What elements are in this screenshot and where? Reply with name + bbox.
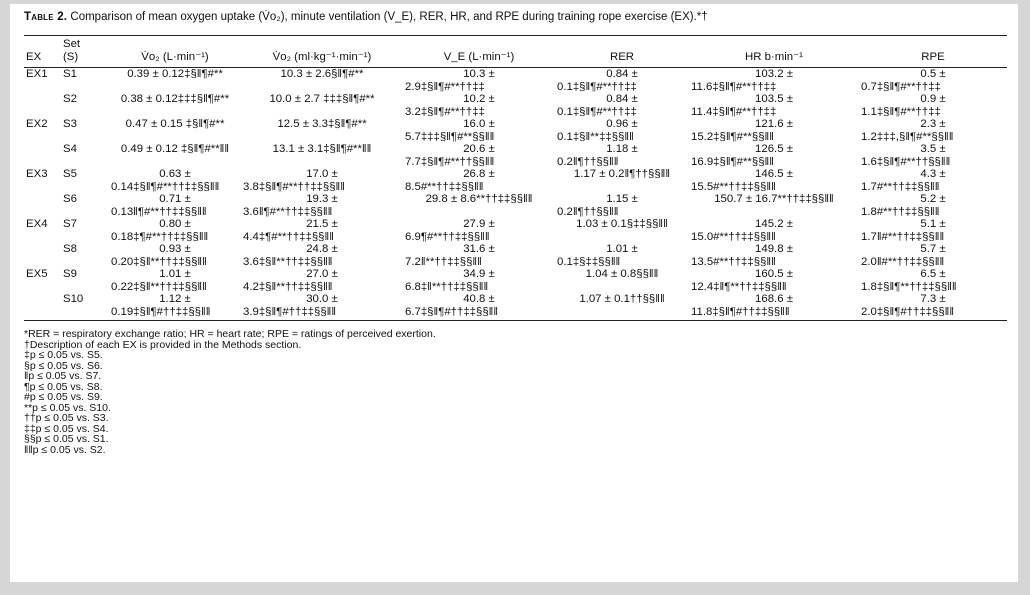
cell-value-line1: 21.5 ± [306, 218, 338, 230]
cell-value-line1: 12.5 ± 3.3‡§‖¶#** [277, 118, 367, 130]
cell-value-line2 [111, 106, 239, 119]
cell-value-line2: 15.2‡§‖¶#**§§‖‖ [691, 130, 774, 143]
cell-rer [555, 193, 689, 218]
col-header-rer: RER [555, 36, 689, 68]
footnote: *RER = respiratory exchange ratio; HR = heart rate; RPE = ratings of perceived exertion. [24, 328, 436, 340]
cell-vo2-rel [241, 168, 403, 193]
cell-ve [403, 193, 555, 218]
cell-value-line2: 11.6‡§‖¶#**††‡‡ [691, 80, 777, 93]
cell-value-line2: 11.4‡§‖¶#**††‡‡ [691, 105, 777, 118]
cell-value-line2 [243, 131, 401, 144]
cell-value-line2: 13.5#**††‡‡§§‖‖ [691, 255, 776, 268]
table-row [24, 168, 1007, 193]
cell-value-line1: 0.84 ± [606, 93, 638, 105]
cell-ve [403, 218, 555, 243]
cell-value-line1: 1.01 ± [606, 243, 638, 255]
cell-ex [24, 243, 61, 268]
cell-set: S7 [63, 218, 77, 230]
table-row [24, 293, 1007, 321]
cell-vo2-rel [241, 193, 403, 218]
cell-value-line1: 0.49 ± 0.12 ‡§‖¶#**‖‖ [120, 143, 230, 155]
table-row [24, 143, 1007, 168]
col-header-vo2-abs: V̇o₂ (L·min⁻¹) [109, 36, 241, 68]
cell-value-line2: 0.1‡§‖**‡‡§§‖‖ [557, 130, 634, 143]
cell-value-line2 [691, 206, 857, 219]
cell-value-line1: 2.3 ± [920, 118, 946, 130]
cell-ex [24, 93, 61, 118]
cell-value-line2: 1.6‡§‖¶#**††§§‖‖ [861, 155, 951, 168]
cell-ex [24, 293, 61, 321]
cell-ve [403, 268, 555, 293]
cell-ex: EX2 [26, 118, 48, 130]
cell-value-line2: 0.20‡§‖**††‡‡§§‖‖ [111, 255, 207, 268]
cell-value-line2: 3.6‖¶#**††‡‡§§‖‖ [243, 205, 333, 218]
cell-rpe [859, 243, 1007, 268]
cell-rpe [859, 268, 1007, 293]
cell-ex: EX3 [26, 168, 48, 180]
cell-value-line2: 1.8‡§‖¶**††‡‡§§‖‖ [861, 280, 957, 293]
cell-value-line1: 1.01 ± [159, 268, 191, 280]
cell-rpe [859, 93, 1007, 118]
cell-value-line1: 160.5 ± [755, 268, 793, 280]
cell-value-line2: 6.8‡‖**††‡‡§§‖‖ [405, 280, 489, 293]
cell-value-line2: 0.19‡§‖¶#††‡‡§§‖‖ [111, 305, 211, 318]
cell-value-line2 [243, 156, 401, 169]
cell-value-line1: 0.96 ± [606, 118, 638, 130]
cell-value-line2: 6.9¶#**††‡‡§§‖‖ [405, 230, 490, 243]
table-row [24, 68, 1007, 94]
cell-value-line1: 0.5 ± [920, 68, 946, 80]
cell-vo2-abs [109, 218, 241, 243]
cell-value-line2: 6.7‡§‖¶#††‡‡§§‖‖ [405, 305, 499, 318]
cell-value-line2: 3.9‡§‖¶#††‡‡§§‖‖ [243, 305, 337, 318]
cell-value-line1: 103.5 ± [755, 93, 793, 105]
cell-ve [403, 168, 555, 193]
cell-value-line1: 34.9 ± [463, 268, 495, 280]
cell-set: S2 [63, 93, 77, 105]
cell-value-line2: 7.2‖**††‡‡§§‖‖ [405, 255, 482, 268]
cell-set: S1 [63, 68, 77, 80]
footnote: ‡‡p ≤ 0.05 vs. S4. [24, 422, 109, 435]
cell-ex [24, 143, 61, 168]
cell-ex: EX4 [26, 218, 48, 230]
cell-ex [24, 193, 61, 218]
cell-value-line2: 16.9‡§‖¶#**§§‖‖ [691, 155, 774, 168]
cell-hr [689, 93, 859, 118]
cell-value-line2: 3.2‡§‖¶#**††‡‡ [405, 105, 485, 118]
footnote: †Description of each EX is provided in the Methods section. [24, 338, 302, 351]
cell-vo2-abs [109, 143, 241, 168]
table-row [24, 118, 1007, 143]
cell-rpe [859, 118, 1007, 143]
cell-value-line2: 4.2‡§‖**††‡‡§§‖‖ [243, 280, 333, 293]
cell-value-line1: 13.1 ± 3.1‡§‖¶#**‖‖ [272, 143, 372, 155]
cell-value-line2: 15.5#**††‡‡§§‖‖ [691, 180, 776, 193]
cell-value-line1: 145.2 ± [755, 218, 793, 230]
cell-value-line2: 12.4‡‖¶**††‡‡§§‖‖ [691, 280, 787, 293]
cell-value-line2: 1.1‡§‖¶#**††‡‡ [861, 105, 941, 118]
cell-value-line1: 20.6 ± [463, 143, 495, 155]
cell-value-line2 [557, 281, 687, 294]
cell-vo2-abs [109, 93, 241, 118]
cell-hr [689, 268, 859, 293]
cell-hr [689, 68, 859, 94]
cell-value-line2: 5.7‡‡‡§‖¶#**§§‖‖ [405, 130, 495, 143]
table-row [24, 268, 1007, 293]
cell-rpe [859, 168, 1007, 193]
cell-value-line1: 16.0 ± [463, 118, 495, 130]
cell-value-line1: 0.38 ± 0.12‡‡‡§‖¶#** [120, 93, 230, 105]
table-label: Table 2. [24, 11, 68, 23]
cell-value-line1: 150.7 ± 16.7**††‡‡§§‖‖ [714, 193, 834, 205]
cell-value-line2: 1.8#**††‡‡§§‖‖ [861, 205, 940, 218]
cell-value-line2 [557, 181, 687, 194]
cell-rer [555, 218, 689, 243]
cell-value-line2: 1.2‡‡‡,§‖¶#**§§‖‖ [861, 130, 954, 143]
footnote: **p ≤ 0.05 vs. S10. [24, 401, 111, 414]
cell-value-line2: 0.18‡¶#**††‡‡§§‖‖ [111, 230, 209, 243]
cell-value-line1: 0.71 ± [159, 193, 191, 205]
cell-value-line2 [111, 156, 239, 169]
footnote: ‖‖p ≤ 0.05 vs. S2. [24, 443, 106, 456]
cell-hr [689, 143, 859, 168]
cell-value-line2 [557, 231, 687, 244]
cell-vo2-rel [241, 268, 403, 293]
cell-value-line2: 0.1‡§‖¶#**††‡‡ [557, 80, 637, 93]
cell-rer [555, 143, 689, 168]
col-header-ve: V_E (L·min⁻¹) [403, 36, 555, 68]
cell-value-line2: 4.4‡¶#**††‡‡§§‖‖ [243, 230, 334, 243]
cell-vo2-rel [241, 143, 403, 168]
cell-value-line1: 27.9 ± [463, 218, 495, 230]
col-header-rpe: RPE [859, 36, 1007, 68]
table-row [24, 193, 1007, 218]
cell-value-line1: 1.04 ± 0.8§§‖‖ [585, 268, 659, 280]
cell-hr [689, 168, 859, 193]
cell-value-line2: 0.2‖¶††§§‖‖ [557, 155, 619, 168]
cell-value-line1: 5.1 ± [920, 218, 946, 230]
cell-value-line1: 3.5 ± [920, 143, 946, 155]
cell-set: S10 [61, 293, 109, 321]
cell-value-line2: 0.2‖¶††§§‖‖ [557, 205, 619, 218]
cell-vo2-rel [241, 243, 403, 268]
cell-rpe [859, 293, 1007, 321]
col-header-ex: EX [24, 36, 61, 68]
cell-value-line2 [111, 131, 239, 144]
cell-vo2-abs [109, 243, 241, 268]
cell-set: S6 [63, 193, 77, 205]
cell-vo2-rel [241, 68, 403, 94]
cell-value-line2: 11.8‡§‖¶#††‡‡§§‖‖ [691, 305, 790, 318]
cell-value-line1: 29.8 ± 8.6**††‡‡§§‖‖ [425, 193, 533, 205]
footnote: ‖p ≤ 0.05 vs. S7. [24, 370, 102, 382]
cell-value-line2 [243, 106, 401, 119]
cell-ex: EX1 [26, 68, 48, 80]
cell-value-line2: 0.22‡§‖**††‡‡§§‖‖ [111, 280, 207, 293]
cell-rpe [859, 218, 1007, 243]
cell-value-line1: 30.0 ± [306, 293, 338, 305]
cell-value-line2: 0.1‡§‡‡§§‖‖ [557, 255, 621, 268]
cell-value-line1: 31.6 ± [463, 243, 495, 255]
cell-value-line1: 10.3 ± [463, 68, 495, 80]
cell-vo2-abs [109, 293, 241, 321]
cell-ve [403, 93, 555, 118]
cell-value-line2: 0.7‡§‖¶#**††‡‡ [861, 80, 941, 93]
cell-value-line2: 3.8‡§‖¶#**††‡‡§§‖‖ [243, 180, 345, 193]
cell-vo2-rel [241, 93, 403, 118]
cell-value-line1: 6.5 ± [920, 268, 946, 280]
cell-vo2-abs [109, 193, 241, 218]
cell-hr [689, 193, 859, 218]
cell-value-line2: 3.6‡§‖**††‡‡§§‖‖ [243, 255, 333, 268]
cell-value-line1: 27.0 ± [306, 268, 338, 280]
cell-value-line2: 2.9‡§‖¶#**††‡‡ [405, 80, 485, 93]
cell-vo2-abs [109, 118, 241, 143]
footnote: ¶p ≤ 0.05 vs. S8. [24, 380, 103, 393]
cell-rer [555, 68, 689, 94]
footnote: §p ≤ 0.05 vs. S6. [24, 359, 103, 372]
cell-value-line2: 1.7‖#**††‡‡§§‖‖ [861, 230, 945, 243]
cell-set: S5 [63, 168, 77, 180]
cell-value-line1: 1.17 ± 0.2‖¶††§§‖‖ [573, 168, 671, 180]
cell-set: S4 [63, 143, 77, 155]
cell-value-line2: 7.7‡§‖¶#**††§§‖‖ [405, 155, 495, 168]
cell-value-line1: 40.8 ± [463, 293, 495, 305]
caption-text: Comparison of mean oxygen uptake (V̇o₂), minute ventilation (V_E), RER, HR, and RPE during training rope exercise (EX).*† [70, 11, 708, 23]
table-header-row [24, 36, 1007, 68]
cell-hr [689, 293, 859, 321]
cell-value-line2: 2.0‡§‖¶#††‡‡§§‖‖ [861, 305, 955, 318]
cell-value-line1: 1.07 ± 0.1††§§‖‖ [579, 293, 665, 305]
cell-hr [689, 118, 859, 143]
cell-value-line2: 1.7#**††‡‡§§‖‖ [861, 180, 940, 193]
cell-vo2-abs [109, 168, 241, 193]
cell-value-line1: 0.47 ± 0.15 ‡§‖¶#** [125, 118, 225, 130]
cell-value-line1: 0.9 ± [920, 93, 946, 105]
cell-value-line1: 1.18 ± [606, 143, 638, 155]
cell-ex: EX5 [26, 268, 48, 280]
cell-value-line1: 24.8 ± [306, 243, 338, 255]
cell-ve [403, 118, 555, 143]
footnote: #p ≤ 0.05 vs. S9. [24, 391, 103, 403]
cell-vo2-abs [109, 68, 241, 94]
cell-rpe [859, 193, 1007, 218]
cell-value-line1: 10.3 ± 2.6§‖¶#** [280, 68, 364, 80]
cell-ve [403, 293, 555, 321]
col-header-hr: HR b·min⁻¹ [689, 36, 859, 68]
cell-value-line2: 8.5#**††‡‡§§‖‖ [405, 180, 484, 193]
cell-value-line1: 5.2 ± [920, 193, 946, 205]
cell-rpe [859, 143, 1007, 168]
cell-value-line1: 10.2 ± [463, 93, 495, 105]
cell-value-line1: 0.93 ± [159, 243, 191, 255]
cell-value-line1: 168.6 ± [755, 293, 793, 305]
cell-value-line1: 19.3 ± [306, 193, 338, 205]
cell-value-line1: 146.5 ± [755, 168, 793, 180]
cell-value-line1: 17.0 ± [306, 168, 338, 180]
cell-value-line1: 0.84 ± [606, 68, 638, 80]
cell-hr [689, 218, 859, 243]
footnote: ‡p ≤ 0.05 vs. S5. [24, 349, 103, 361]
cell-vo2-rel [241, 218, 403, 243]
cell-value-line1: 5.7 ± [920, 243, 946, 255]
cell-value-line1: 0.63 ± [159, 168, 191, 180]
cell-value-line1: 10.0 ± 2.7 ‡‡‡§‖¶#** [269, 93, 375, 105]
cell-vo2-abs [109, 268, 241, 293]
cell-rer [555, 293, 689, 321]
cell-value-line2 [243, 81, 401, 94]
cell-value-line1: 0.80 ± [159, 218, 191, 230]
table-caption [24, 9, 1008, 27]
cell-value-line2: 15.0#**††‡‡§§‖‖ [691, 230, 776, 243]
cell-vo2-rel [241, 118, 403, 143]
cell-value-line2: 0.14‡§‖¶#**††‡‡§§‖‖ [111, 180, 220, 193]
cell-ve [403, 68, 555, 94]
cell-value-line1: 126.5 ± [755, 143, 793, 155]
cell-value-line2: 0.1‡§‖¶#**††‡‡ [557, 105, 637, 118]
table-row [24, 243, 1007, 268]
cell-value-line1: 103.2 ± [755, 68, 793, 80]
cell-rer [555, 243, 689, 268]
table-row [24, 218, 1007, 243]
cell-rer [555, 118, 689, 143]
cell-rer [555, 168, 689, 193]
cell-value-line2: 0.13‖¶#**††‡‡§§‖‖ [111, 205, 207, 218]
cell-value-line2 [557, 306, 687, 319]
cell-value-line2: 2.0‖#**††‡‡§§‖‖ [861, 255, 945, 268]
cell-value-line1: 1.15 ± [606, 193, 638, 205]
cell-rpe [859, 68, 1007, 94]
cell-ve [403, 243, 555, 268]
footnote: §§p ≤ 0.05 vs. S1. [24, 433, 109, 445]
cell-set: S3 [63, 118, 77, 130]
col-header-vo2-rel: V̇o₂ (ml·kg⁻¹·min⁻¹) [241, 36, 403, 68]
cell-rer [555, 268, 689, 293]
cell-hr [689, 243, 859, 268]
cell-value-line2 [111, 81, 239, 94]
table-row [24, 93, 1007, 118]
cell-value-line1: 26.8 ± [463, 168, 495, 180]
cell-value-line1: 1.03 ± 0.1§‡‡§§‖‖ [576, 218, 668, 230]
cell-set: S8 [63, 243, 77, 255]
col-header-set: Set (S) [61, 36, 109, 68]
cell-value-line1: 121.6 ± [755, 118, 793, 130]
table-card [10, 4, 1018, 582]
cell-value-line1: 7.3 ± [920, 293, 946, 305]
cell-set: S9 [63, 268, 77, 280]
table-footnotes [24, 329, 1008, 455]
cell-rer [555, 93, 689, 118]
footnote: ††p ≤ 0.05 vs. S3. [24, 412, 109, 424]
cell-ve [403, 143, 555, 168]
cell-vo2-rel [241, 293, 403, 321]
cell-value-line1: 149.8 ± [755, 243, 793, 255]
cell-value-line1: 0.39 ± 0.12‡§‖¶#** [127, 68, 223, 80]
data-table [24, 35, 1007, 321]
cell-value-line1: 4.3 ± [920, 168, 946, 180]
cell-value-line1: 1.12 ± [159, 293, 191, 305]
cell-value-line2 [405, 206, 553, 219]
